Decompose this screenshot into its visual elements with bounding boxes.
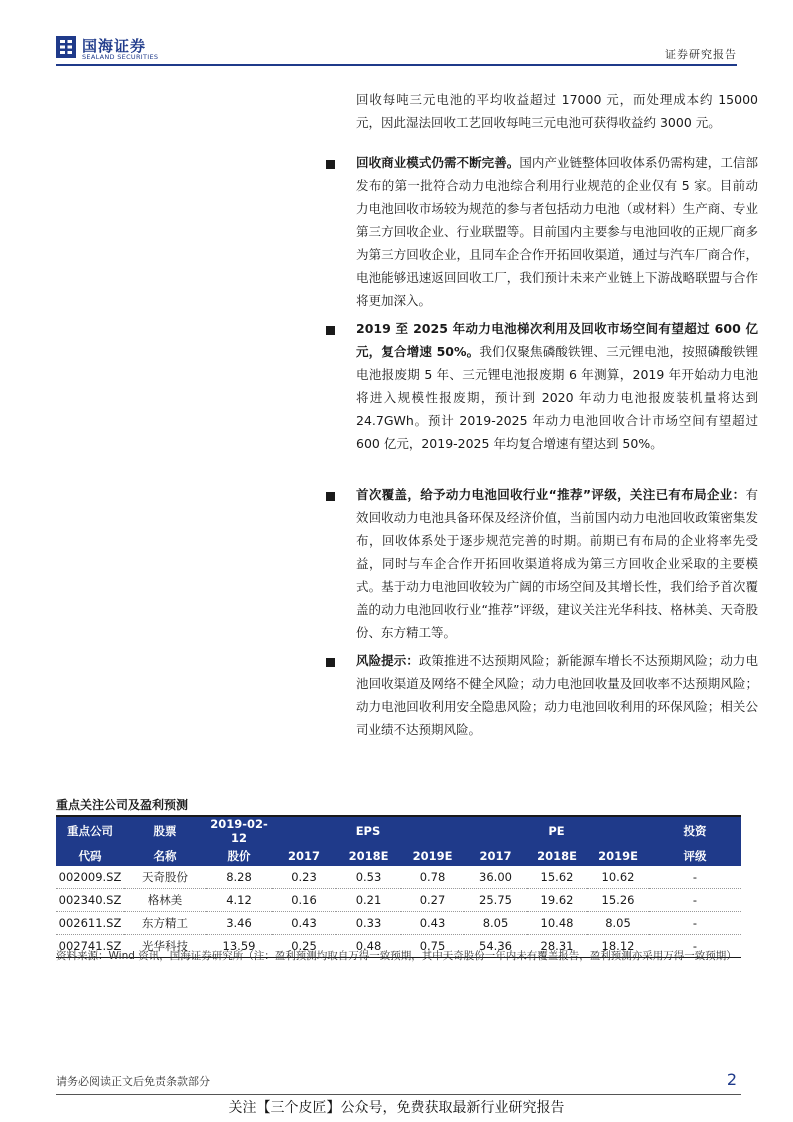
paragraph-text: 有效回收动力电池具备环保及经济价值，当前国内动力电池回收政策密集发布，回收体系处于逐步规范完善的时期。前期已有布局的企业将率先受益，同时与车企合作开拓回收渠道将成为第三方回收企业采取的主要模式。基于动力电池回收较为广阔的市场空间及其增长性，我们给予首次覆盖的动力电池回收行业“推荐”评级，建议关注光华科技、格林美、天奇股份、东方精工等。 (356, 487, 758, 640)
paragraph-heading: 回收商业模式仍需不断完善。 (356, 155, 520, 170)
bullet-icon (326, 658, 335, 667)
cell-eps-2017: 0.23 (272, 866, 336, 889)
header-rating-line2: 评级 (649, 845, 741, 866)
header-pe-2019e: 2019E (587, 845, 649, 866)
header-code-line1: 重点公司 (56, 817, 124, 845)
disclaimer-note: 请务必阅读正文后免责条款部分 (56, 1075, 210, 1088)
cell-rating: - (649, 935, 741, 958)
cell-price: 4.12 (206, 889, 272, 912)
cell-rating: - (649, 866, 741, 889)
cell-pe-2017: 8.05 (464, 912, 527, 935)
cell-eps-2017: 0.25 (272, 935, 336, 958)
cell-pe-2017: 54.36 (464, 935, 527, 958)
cell-pe-2019e: 15.26 (587, 889, 649, 912)
paragraph-text: 回收每吨三元电池的平均收益超过 17000 元，而处理成本约 15000 元，因此湿法回收工艺回收每吨三元电池可获得收益约 3000 元。 (356, 92, 758, 130)
header-name-line2: 名称 (124, 845, 206, 866)
header-pe: PE (464, 817, 649, 845)
cell-eps-2019e: 0.27 (401, 889, 464, 912)
cell-pe-2018e: 15.62 (527, 866, 587, 889)
cell-code: 002340.SZ (56, 889, 124, 912)
header-eps-2017: 2017 (272, 845, 336, 866)
table-source-note: 资料来源：Wind 资讯，国海证券研究所（注：盈利预测均取自万得一致预期，其中天奇股份一年内未有覆盖报告，盈利预测亦采用万得一致预期） (56, 950, 737, 962)
paragraph-market-space (356, 317, 758, 455)
bullet-icon (326, 326, 335, 335)
bullet-icon (326, 160, 335, 169)
sealand-logo-icon (56, 36, 76, 58)
cell-name: 天奇股份 (124, 866, 206, 889)
paragraph-recovery-income (356, 88, 758, 134)
page-number: 2 (726, 1070, 737, 1089)
earnings-forecast-table (56, 817, 741, 958)
paragraph-business-model (356, 151, 758, 312)
page-header (0, 0, 793, 70)
header-divider (56, 64, 737, 66)
cell-pe-2017: 25.75 (464, 889, 527, 912)
header-pe-2017: 2017 (464, 845, 527, 866)
cell-pe-2019e: 8.05 (587, 912, 649, 935)
cell-eps-2018e: 0.21 (336, 889, 401, 912)
cell-code: 002741.SZ (56, 935, 124, 958)
cell-eps-2019e: 0.43 (401, 912, 464, 935)
cell-rating: - (649, 889, 741, 912)
cell-pe-2018e: 28.31 (527, 935, 587, 958)
paragraph-text: 国内产业链整体回收体系仍需构建，工信部发布的第一批符合动力电池综合利用行业规范的企业仅有 5 家。目前动力电池回收市场较为规范的参与者包括动力电池（或材料）生产商、专业第三方回收企业、行业联盟等。目前国内主要参与电池回收的正规厂商多为第三方回收企业，且同车企合作开拓回收渠道，通过与汽车厂商合作，电池能够迅速返回回收工厂，我们预计未来产业链上下游战略联盟与合作将更加深入。 (356, 155, 758, 308)
table-row (56, 889, 741, 912)
cell-eps-2018e: 0.33 (336, 912, 401, 935)
paragraph-rating (356, 483, 758, 644)
cell-eps-2019e: 0.75 (401, 935, 464, 958)
cell-name: 东方精工 (124, 912, 206, 935)
cell-pe-2018e: 10.48 (527, 912, 587, 935)
logo-subtitle: SEALAND SECURITIES (82, 53, 159, 61)
paragraph-heading: 风险提示： (356, 653, 419, 668)
paragraph-heading: 2019 至 2025 年动力电池梯次利用及回收市场空间有望超过 600 亿元，复合增速 50%。 (356, 321, 758, 359)
cell-rating: - (649, 912, 741, 935)
header-date: 2019-02-12 (206, 817, 272, 845)
cell-eps-2017: 0.16 (272, 889, 336, 912)
header-price: 股价 (206, 845, 272, 866)
header-eps-2018e: 2018E (336, 845, 401, 866)
paragraph-text: 政策推进不达预期风险；新能源车增长不达预期风险；动力电池回收渠道及网络不健全风险；动力电池回收量及回收率不达预期风险；动力电池回收利用安全隐患风险；动力电池回收利用的环保风险；相关公司业绩不达预期风险。 (356, 653, 758, 737)
cell-name: 光华科技 (124, 935, 206, 958)
header-pe-2018e: 2018E (527, 845, 587, 866)
report-type: 证券研究报告 (665, 48, 737, 61)
cell-code: 002611.SZ (56, 912, 124, 935)
logo-text: 国海证券 (82, 37, 147, 55)
bullet-icon (326, 492, 335, 501)
cell-eps-2018e: 0.48 (336, 935, 401, 958)
table-title: 重点关注公司及盈利预测 (56, 798, 189, 812)
cell-pe-2017: 36.00 (464, 866, 527, 889)
paragraph-heading: 首次覆盖，给予动力电池回收行业“推荐”评级，关注已有布局企业： (356, 487, 746, 502)
cell-eps-2019e: 0.78 (401, 866, 464, 889)
cell-pe-2019e: 18.12 (587, 935, 649, 958)
promo-banner: 关注【三个皮匠】公众号，免费获取最新行业研究报告 (228, 1100, 565, 1116)
cell-name: 格林美 (124, 889, 206, 912)
cell-eps-2017: 0.43 (272, 912, 336, 935)
footer-divider (56, 1094, 741, 1095)
cell-price: 3.46 (206, 912, 272, 935)
cell-pe-2018e: 19.62 (527, 889, 587, 912)
header-rating-line1: 投资 (649, 817, 741, 845)
table-row (56, 912, 741, 935)
header-eps: EPS (272, 817, 464, 845)
cell-price: 8.28 (206, 866, 272, 889)
header-eps-2019e: 2019E (401, 845, 464, 866)
paragraph-risk (356, 649, 758, 741)
header-name-line1: 股票 (124, 817, 206, 845)
cell-code: 002009.SZ (56, 866, 124, 889)
header-code-line2: 代码 (56, 845, 124, 866)
cell-pe-2019e: 10.62 (587, 866, 649, 889)
cell-eps-2018e: 0.53 (336, 866, 401, 889)
table-row (56, 866, 741, 889)
paragraph-text: 我们仅聚焦磷酸铁锂、三元锂电池，按照磷酸铁锂电池报废期 5 年、三元锂电池报废期 6 年测算，2019 年开始动力电池将进入规模性报废期，预计到 2020 年动力电池报废装机量将达到 24.7GWh。预计 2019-2025 年动力电池回收合计市场空间有望超过 600 亿元，2019-2025 年均复合增速有望达到 50%。 (356, 344, 758, 451)
cell-price: 13.59 (206, 935, 272, 958)
